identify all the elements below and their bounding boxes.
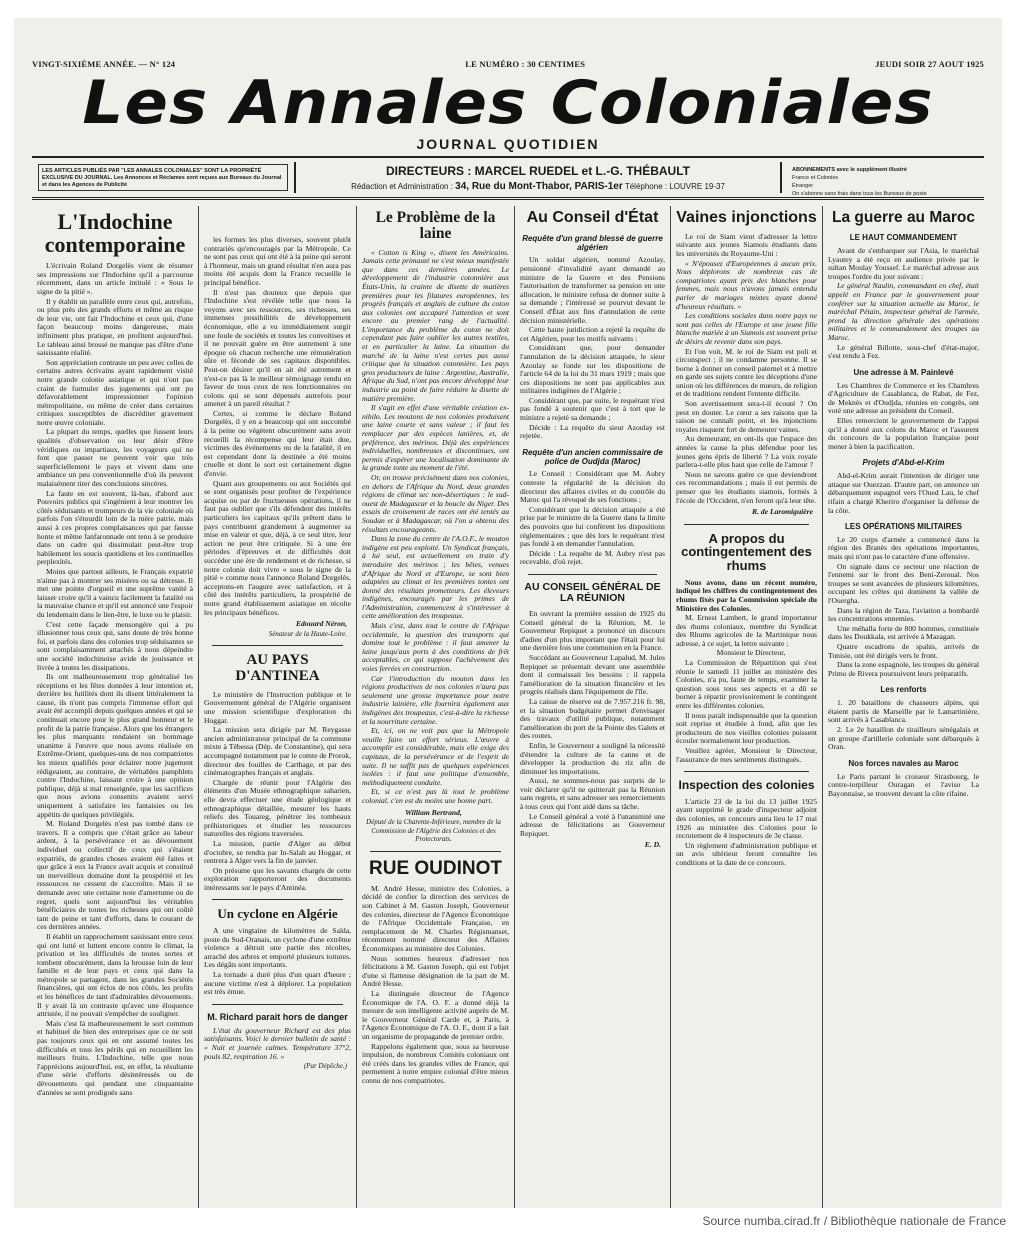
paragraph: Mais c'est là malheureusement le sort commun et habituel de bien des entreprises que ce ne soit pas toujours ceux qui en ont assumé toutes les difficultés et tous les périls qui en recueillent les meilleurs fruits. L'Indochine, telle que nous l'apprécions aujourd'hui, est, en effet, la résultante d'une série d'efforts désintéressés ou de dévouements qui pendant une cinquantaine d'années se sont prodigués sans (37, 1018, 193, 1097)
directors: DIRECTEURS : MARCEL RUEDEL et L.-G. THÉBAULT (385, 163, 690, 178)
paragraph: Le Conseil général a voté à l'unanimité une adresse de félicitations au Gouverneur Repiquet. (520, 811, 665, 838)
paragraph: Ils ont malheureusement trop généralisé les réceptions et les fêtes données à leur intention et, derrière les futilités dont ils disent littéralement la cause, ils n'ont pas compris l'immense effort qui avait été accompli depuis quelques années et qui se continuait encore pour le plus grand honneur et le profit de la patrie française. Alors que les étrangers les plus marquants rendaient un hommage unanime à l'œuvre que nous avons réalisée en Extrême-Orient, quelques-uns de nos compatriotes les mieux qualifiés pour éclairer notre jugement rédigeaient, au contraire, de véritables pamphlets contre l'Indochine, laissant croire à une opinion publique, déjà si mal renseignée, que les sacrifices que nous avions consentis avaient servi uniquement à satisfaire les fantaisies ou les appétits de quelques privilégiés. (37, 672, 193, 819)
address: 34, Rue du Mont-Thabor, PARIS-1er (455, 180, 623, 192)
paragraph: 1. 20 bataillons de chasseurs alpins, qui étaient partis de Marseille par le Lamartinière, sont arrivés à Casablanca. (828, 698, 979, 725)
paragraph: Le général Naulin, commandant en chef, était appelé en France par le gouvernement pour conférer sur la situation actuelle au Maroc, le maréchal Pétain, inspecteur général de l'armée, prend la direction générale des opérations militaires et le commandement des troupes au Maroc. (828, 281, 979, 342)
paragraph: Rappelons également que, sous sa heureuse impulsion, de nombreux Comités coloniaux ont été créés dans les grandes villes de France, qui permettent à notre empire colonial d'être mieux connu de nos compatriotes. (362, 1041, 509, 1085)
paragraph: Car l'introduction du mouton dans les régions productives de nos colonies n'aura pas seulement une grosse importance pour notre industrie lainière, elle fournira également aux indigènes des troupeaux, c'est-à-dire la richesse et la nourriture certaine. (362, 673, 509, 726)
paragraph: En ouvrant la première session de 1925 du Conseil général de la Réunion, M. le Gouverneur Repiquet a prononcé un discours d'adieu d'un plus important que l'était pour lui une dernière fois une communion en la France. (520, 609, 665, 653)
paragraph: 2. Le 2e bataillon de tirailleurs sénégalais et un groupe d'artillerie coloniale sont débarqués à Oran. (828, 724, 979, 752)
paragraph: Et, si ce n'est pas là tout le problème colonial, c'en est du moins une bonne part. (362, 787, 509, 805)
paragraph: Nous avons, dans un récent numéro, indiqué les chiffres du contingentement des rhums fixés par la Commission spéciale du Ministère des Colonies. (676, 577, 817, 613)
paragraph: M. Ernest Lambert, le grand importateur des rhums coloniaux, membre du Syndicat des Rhums agricoles de la Martinique nous adresse, à ce sujet, la lettre suivante : (676, 613, 817, 648)
divider (212, 899, 343, 900)
paragraph: Le général Billotte, sous-chef d'état-major, s'est rendu à Fez. (828, 342, 979, 361)
author-title: Député de la Charente-Inférieure, membre de la Commission de l'Algérie des Colonies et des Protectorats. (366, 818, 501, 844)
column-6 (822, 206, 984, 1208)
paragraph: Son appréciation contraste un peu avec celles de certains autres écrivains ayant rapidement visité notre grande colonie asiatique et qui n'ont pas craint de formuler des jugements qui ont pu défavorablement impressionner l'opinion métropolitaine, ou même de créer dans certaines critiques susceptibles de discréditer gravement notre œuvre coloniale. (37, 357, 193, 427)
subscription-abroad: Étranger (792, 183, 814, 189)
divider (212, 645, 343, 646)
paragraph: On signale dans ce secteur une réaction de l'ennemi sur le front des Beni-Zeroual. Nos troupes se sont avancées de plusieurs kilomètres, occupant les crêtes qui dominent la vallée de l'Ouergha. (828, 561, 979, 606)
subheading: Requête d'un ancien commissaire de police de Oudjda (Maroc) (522, 447, 663, 466)
paragraph: La faute en est souvent, là-bas, d'abord aux Pouvoirs publics qui s'ingénient à leur montrer les côtés séduisants et trompeurs de la vie coloniale où parfois l'on s'étourdit loin de la mère patrie, mais aussi à ces propres complaisances qui par fausse honte et même fanfaronnade ont tenu à se produire dans un cadre qui dissimulait peut-être trop habilement les soucis quotidiens et les continuelles perplexités. (37, 488, 193, 567)
section-title: M. Richard parait hors de danger (207, 1011, 348, 1022)
paragraph: Considérant que, pour demander l'annulation de la décision attaquée, le sieur Azoulay se fonde sur les dispositions de l'article 64 de la loi du 31 mars 1919 ; mais que ces dispositions ne sont pas applicables aux militaires indigènes de l'Algérie ; (520, 343, 665, 396)
section-title: AU CONSEIL GÉNÉRAL DE LA RÉUNION (524, 580, 661, 604)
paragraph: L'état du gouverneur Richard est des plus satisfaisants. Voici le dernier bulletin de santé : « Nuit et journée calmes. Température 37°2, pouls 82, respiration 16. » (204, 1025, 351, 1061)
section-title: A propos du contingentement des rhums (681, 530, 812, 574)
subscription-box (788, 162, 978, 197)
divider (684, 771, 809, 772)
paragraph: M. André Hesse, ministre des Colonies, a décidé de confier la direction des services de son Cabinet à M. Gaston Joseph, Gouverneur des colonies, directeur de l'Agence Économique de l'Afrique Occidentale Française, en remplacement de M. Charles Régismanset, récemment nommé directeur des Affaires Économiques au ministère des Colonies. (362, 883, 509, 953)
paragraph: La tornade a duré plus d'un quart d'heure ; aucune victime n'est à déplorer. La population est très émue. (204, 970, 351, 997)
paragraph: La caisse de réserve est de 7.957.216 fr. 98, et la situation budgétaire permet d'envisager des travaux d'utilité publique, notamment l'amélioration du port de la Pointe des Galets et des routes. (520, 696, 665, 741)
paragraph: On présume que les savants chargés de cette exploration rapporteront des documents intéressants sur le pays d'Antinéa. (204, 865, 351, 892)
newspaper-page (14, 18, 1002, 1208)
paragraph: L'article 23 de la loi du 13 juillet 1925 ayant supprimé le grade d'inspecteur adjoint des colonies, un concours aura lieu le 17 mai 1926 au ministère des Colonies pour le recrutement de 4 inspecteurs de 3e classe. (676, 796, 817, 841)
section-title: Inspection des colonies (678, 778, 815, 793)
issue-price: LE NUMÉRO : 30 CENTIMES (465, 59, 586, 69)
paragraph: Quant aux groupements ou aux Sociétés qui se sont organisés pour profiter de l'expérience acquise ou par de fructueuses opérations, il ne faut pas oublier que s'ils défendent des intérêts particuliers les capitaux qu'ils prêtent dans le pays contribuent grandement à augmenter sa mise en valeur et que, déjà, à ce seul titre, leur action ne peut être critiquée. Si à une ère périodes d'épreuves et de difficultés doit succéder une ère de rendement et de richesse, si notre colonie doit vivre « sous le signe de la pitié » comme nous l'annonce Roland Dorgelès, acceptons-en l'augure avec satisfaction, et à côté des intérêts particuliers, la prospérité de notre grand établissement asiatique en récolte les principaux bénéfices. (204, 478, 351, 617)
address-line (351, 181, 725, 192)
author-signature: William Bertrand, (405, 807, 462, 817)
paragraph: Le roi de Siam vient d'adresser la lettre suivante aux jeunes Siamois étudiants dans les universités du Royaume-Uni : (676, 231, 817, 258)
subscription-france: France et Colonies (792, 175, 839, 181)
paragraph: Enfin, le Gouverneur a souligné la nécessité d'étendre la culture de la canne et de développer la production du riz afin de diminuer les importations. (520, 740, 665, 776)
paragraph: Considérant que la décision attaquée a été prise par le ministre de la Guerre dans la limite des pouvoirs que lui confèrent les dispositions réglementaires ; que dès lors le requérant n'est pas fondé à en demander l'annulation. (520, 504, 665, 549)
paragraph: Les conditions sociales dans notre pays ne sont pas celles de l'Europe et une jeune fille blanche mariée à un Siamois est souvent prise de désirs de revenir dans son pays. (676, 311, 817, 346)
author-signature: E. D. (644, 840, 661, 850)
paragraph: Décide : La requête de M. Aubry n'est pas recevable, d'où rejet. (520, 548, 665, 567)
subheading: Projets d'Abd-el-Krim (862, 458, 945, 468)
article-title: Au Conseil d'État (526, 209, 659, 226)
masthead-subtitle: JOURNAL QUOTIDIEN (416, 136, 600, 152)
paragraph: Moins que partout ailleurs, le Français expatrié n'aime pas à montrer ses misères ou sa détresse. Il met une pointe d'orgueil et une suprême vanité à laisser croire qu'il a vaincu facilement la fatalité ou la mauvaise chance et qu'il est annoncé une l'espoir du lendemain dans le lien-être, le luxe ou le plaisir. (37, 566, 193, 619)
paragraph: Avant de s'embarquer sur l'Asia, le maréchal Lyautey a été reçu en audience privée par le sultan Moulay Youssef. Le maréchal adresse aux troupes l'ordre du jour suivant : (828, 246, 979, 281)
subheading: Une adresse à M. Painlevé (853, 367, 954, 377)
subscription-note: On s'abonne sans frais dans tous les Bureaux de poste (792, 191, 927, 197)
author-signature: R. de Laromiguière (752, 507, 813, 517)
paragraph: Il n'est pas douteux que depuis que l'Indochine s'est révélée telle que nous la voyons avec ses ressources, ses richesses, ses immenses possibilités de développement économique, elle a vu immédiatement surgir une foule de sociétés et toutes les convoitises et il ne pouvait guère en être autrement à une époque où chacun recherche une rémunération sûre et féconde de ses capitaux disponibles. Peut-on désirer qu'il en ait été autrement et n'est-ce pas là le meilleur témoignage rendu en faveur de tous ceux de nos fonctionnaires ou colons qui se sont dépensés autrefois pour amener à un pareil résultat ? (204, 287, 351, 409)
paragraph: « N'épousez d'Européennes à aucun prix. Nous déplorons de nombreux cas de compatriotes ayant pris des blanches pour femmes, mais nous n'avons jamais entendu parler de mariages mixtes ayant donné d'heureux résultats. » (676, 258, 817, 311)
paragraph: Il y établit un parallèle entre ceux qui, autrefois, ou plus près des grands efforts et même au risque de leur vie, ont fait l'Indochine et ceux qui, d'une façon beaucoup moins dangereuse, mais infiniment plus pratique, en profitent aujourd'hui. Le tableau ainsi brossé ne manque pas d'être d'une saisissante réalité. (37, 296, 193, 358)
paragraph: Le Paris partant le croiseur Strasbourg, le contre-torpilleur Ouragan et l'aviso La Bayonnaise, se trouvent devant la côte rifaine. (828, 771, 979, 798)
masthead-title: Les Annales Coloniales (82, 68, 934, 138)
author-signature: Edouard Néron, (295, 619, 347, 629)
paragraph: C'est cette façade mensongère qui a pu illusionner tous ceux qui, sans doute de très bonne foi, et parfois dans des colonies trop séduisantes se sont complaisamment attachés à nous dépeindre une société indochinoise avide de jouissance et livrée à toutes les dissipations. (37, 619, 193, 672)
subheading: Requête d'un grand blessé de guerre algérien (522, 233, 663, 252)
paragraph: Nous ne savons guère ce que deviendront ces recommandations ; mais il est permis de penser que les étudiants siamois, formés à l'école de l'Occident, n'en feront qu'à leur tête. (676, 469, 817, 505)
paragraph: La mission sera dirigée par M. Reygasse ancien administrateur principal de la commune mixte à Tébessa (Dép. de Constantine), qui sera accompagné notamment par le comte de Prorok, directeur des fouilles de Carthage, et par des cinématographes français et anglais. (204, 725, 351, 778)
paragraph: Il s'agit en effet d'une véritable création ex-nihilo. Les moutons de nos colonies produisent une laine courte et sans valeur ; il faut les remplacer par des espèces lanières, et, de préférence, des mérinos. Déjà des expériences individuelles, nombreuses et discontinues, ont permis d'espérer une localisation dominante de la grande tonte au moment de l'été. (362, 403, 509, 473)
article-title: Vaines injonctions (676, 209, 817, 226)
divider (212, 1004, 343, 1005)
paragraph: Dans la zone espagnole, les troupes du général Primo de Rivera poursuivent leurs préparatifs. (828, 660, 979, 678)
source-credit: Source numba.cirad.fr / Bibliothèque nationale de France (702, 1214, 1006, 1228)
paragraph: Et, ici, on ne voit pas que la Métropole veuille faire un effort sérieux. L'œuvre à accomplir est considérable, mais elle exige des capitaux, de la persévérance et de l'esprit de suite. Il ne suffit pas de quelques expériences isolées : il faut une politique d'ensemble, méthodiquement conduite. (362, 726, 509, 787)
column-3 (356, 206, 514, 1208)
paragraph: Certes, si comme le déclare Roland Dorgelès, il y en a beaucoup qui ont succombé à la peine ou végètent obscurément sans avoir recueilli la récompense qui leur était due, victimes des événements ou de la fatalité, il en est cependant dont la destinée a été moins cruelle et dont le sort est certainement digne d'envie. (204, 408, 351, 479)
paragraph: La Commission de Répartition qui s'est réunie le samedi 11 juillet au ministère des Colonies, n'a pu, faute de temps, examiner la question sous tous ses aspects et a dû se borner à répartir provisoirement le contingent entre les différentes colonies. (676, 658, 817, 711)
paragraph: Considérant que, par suite, le requérant n'est pas fondé à soutenir que c'est à tort que le ministre a rejeté sa demande ; (520, 395, 665, 423)
divider (370, 851, 501, 852)
paragraph: Une méhalla forte de 800 hommes, constituée dans les Doukkala, est arrivée à Mazagan. (828, 623, 979, 642)
article-title: La guerre au Maroc (832, 209, 975, 226)
article-body (37, 262, 193, 1097)
paragraph: les formes les plus diverses, souvent plutôt contrariés qu'encouragés par la Métropole. Ce ne sont pas ceux qui ont été à la peine qui seront à l'honneur, mais un grand résultat n'en aura pas moins été acquis dont la France recueille le principal bénéfice. (204, 235, 351, 287)
column-1 (32, 206, 198, 1208)
paragraph: Nous sommes heureux d'adresser nos félicitations à M. Gaston Joseph, qui est l'objet d'une si flatteuse désignation de la part de M. André Hesse. (362, 953, 509, 989)
paragraph: Dans la zone du centre de l'A.O.F., le mouton indigène est peu exploité. Un Syndicat français, à lui seul, est actuellement en train d'y introduire des mérinos ; les bêtes, venues d'Afrique du Nord et d'Europe, se sont bien adaptées au climat et les premières tontes ont donné des résultats prometteurs. Les éleveurs indigènes, encouragés par les primes de l'Administration, commencent à s'intéresser à cette amélioration des troupeaux. (362, 534, 509, 621)
column-2 (198, 206, 356, 1208)
column-4 (514, 206, 670, 1208)
address-label: Rédaction et Administration : (351, 181, 453, 191)
article-columns (32, 206, 984, 1208)
paragraph: Au demeurant, en ont-ils que l'espace des années la cause la plus défendue pour les jeunes gens épris de liberté ? La voix royale parlera-t-elle plus haut que celle de l'amour ? (676, 434, 817, 470)
paragraph: Monsieur le Directeur, (716, 648, 786, 658)
paragraph: Elles remercient le gouvernement de l'appui qu'il a donné aux colons du Maroc et l'assurent du concours de la population française pour mener à bien la pacification. (828, 415, 979, 451)
section-title: AU PAYS D'ANTINEA (235, 652, 320, 685)
paragraph: Un soldat algérien, nommé Azoulay, pensionné d'invalidité ayant demandé au ministre de la Guerre et des Pensions l'autorisation de transformer sa pension en une allocation, le ministre refusa de donner suite à sa demande ; l'intéressé se pourvut devant le Conseil d'État aux fins d'annulation de cette décision ministérielle. (520, 255, 665, 325)
paragraph: L'écrivain Roland Dorgelès vient de résumer ses impressions sur l'Indochine qu'il a parcourue récemment, dans un article intitulé : « Sous le signe de la pitié ». (37, 261, 193, 296)
paragraph: Dans la région de Taza, l'aviation a bombardé les concentrations ennemies. (828, 605, 979, 624)
paragraph: Le Conseil : Considérant que M. Aubry conteste la régularité de la décision du directeur des affaires civiles et du contrôle du Maroc qui l'a révoqué de ses fonctions ; (520, 469, 665, 505)
subheading: LES OPÉRATIONS MILITAIRES (844, 522, 963, 532)
paragraph: Abd-el-Krim aurait l'intention de diriger une attaque sur Ouezzan. D'autre part, on annonce un débarquement espagnol vers l'Oued Lau, le chef rifain a chargé Kheriro d'organiser la défense de la côte. (828, 471, 979, 515)
article-title: Le Problème de la laine (375, 209, 496, 243)
paragraph: « Cotton is King », disent les Américains. Jamais cette primauté ne s'est mieux manifestée que dans ces dernières années. Le développement de l'industrie cotonnière aux États-Unis, la crainte de disette de matières premières pour les filatures européennes, les progrès français et anglais de culture du coton aux colonies ont accaparé l'attention et sont encore au premier rang de l'actualité. L'importance du problème du coton ne doit cependant pas faire oublier les autres textiles, et en particulier la laine. La situation du marché de la laine n'est certes pas aussi critique que la situation cotonnière. Les pays gros producteurs de laine : Argentine, Australie, Afrique du Sud, n'ont pas encore développé leur industrie au point de faire réduire la disette de matière première. (362, 247, 509, 403)
paragraph: M. Roland Dorgelès n'est pas tombé dans ce travers. Il a compris que c'était grâce au labeur ardent, à la persévérance et au dévouement individuel ou collectif de ceux qui s'étaient expatriés, de grandes choses avaient été faites et que grâce à eux la France avait acquis et constitué un merveilleux domaine dont la prospérité et les ressources ne cessent de s'accroître. Mais il se demande avec une certaine note d'amertume ou de regret, quels sont aujourd'hui les véritables bénéficiaires de toutes les richesses qui ont coûté tant de peine et tant d'efforts, dans le courant de ces dernières années. (37, 819, 193, 932)
info-bar (32, 156, 984, 200)
dispatch-source: (Par Dépêche.) (303, 1062, 347, 1071)
paragraph: Le ministère de l'Instruction publique et le Gouvernement général de l'Algérie organisent une mission scientifique d'exploration du Hoggar. (204, 689, 351, 725)
paragraph: Veuillez agréer, Monsieur le Directeur, l'assurance de mes sentiments distingués. (676, 746, 817, 764)
subscription-label: ABONNEMENTS avec le supplément illustré (792, 167, 907, 173)
paragraph: A une vingtaine de kilomètres de Saïda, poste du Sud-Oranais, un cyclone d'une extrême violence a détruit une partie des récoltes, arraché des arbres et emporté plusieurs toitures. Les dégâts sont importants. (204, 926, 351, 970)
paragraph: Il établit un rapprochement saisissant entre ceux qui ont lutté et luttent encore contre le climat, la privation et les difficultés de toutes sortes et tombent obscurément, dans la brousse loin de leur famille et de leur pays et ceux qui dans la métropole se partagent, dans les grandes Sociétés financières, qui ont éclos de nos côtés, les profits et les bénéfices de tant d'admirables dévouements. Il y avait là un contraste qu'avec une éloquence attristée, il ne pouvait s'empêcher de souligner. (37, 931, 193, 1019)
paragraph: Il nous paraît indispensable que la question soit reprise et étudiée à fond, afin que les producteurs de nos vieilles colonies puissent écouler normalement leur production. (676, 710, 817, 746)
section-title: RUE OUDINOT (369, 857, 502, 879)
paragraph: Son avertissement sera-t-il écouté ? On peut en douter. Le cœur a ses raisons que la raison ne connaît point, et les injonctions royales risquent fort de demeurer vaines. (676, 399, 817, 434)
paragraph: Mais c'est, dans tout le centre de l'Afrique occidentale, la question des transports qui domine tout le problème : il faut amener la laine jusqu'aux ports à des conditions de frêt acceptables, ce qui suppose l'achèvement des voies ferrées en construction. (362, 621, 509, 674)
subheading: Les renforts (880, 685, 927, 695)
notice-box: LES ARTICLES PUBLIÉS PAR "LES ANNALES COLONIALES" SONT LA PROPRIÉTÉ EXCLUSIVE DU JOURNAL. Les Annonces et Réclames sont reçues aux Bureaux du Journal et dans les Agences de Publicité (38, 164, 288, 191)
paragraph: Les Chambres de Commerce et les Chambres d'Agriculture de Casablanca, de Rabat, de Fez, de Meknès et d'Oudjda, réunies en congrès, ont voté une adresse au président du Conseil. (828, 380, 979, 416)
paragraph: Un règlement d'administration publique et un avis ultérieur feront connaître les conditions et la date de ce concours. (676, 840, 817, 867)
issue-date: JEUDI SOIR 27 AOUT 1925 (875, 59, 984, 69)
paragraph: Quatre escadrons de spahis, arrivés de Tunisie, ont été dirigés vers le front. (828, 642, 979, 660)
article-title: L'Indochine contemporaine (44, 209, 186, 258)
divider (528, 574, 657, 575)
subheading: LE HAUT COMMANDEMENT (849, 233, 958, 243)
subheading: Nos forces navales au Maroc (848, 758, 959, 768)
paragraph: Décide : La requête du sieur Azoulay est rejetée. (520, 422, 665, 441)
paragraph: Cette haute juridiction a rejeté la requête de cet Algérien, pour les motifs suivants : (520, 325, 665, 343)
paragraph: La mission, partie d'Alger au début d'octobre, se rendra par In-Salah au Hoggar, et rentrera à Alger vers la fin de janvier. (204, 838, 351, 866)
edition-number: VINGT-SIXIÈME ANNÉE. — N° 124 (32, 59, 176, 69)
paragraph: Chargée de réunir pour l'Algérie des éléments d'un Musée ethnographique saharien, elle devra effectuer une étude géologique et ethnographique détaillée, mesurer les hauts reliefs des Touareg, pénétrer les tombeaux préhistoriques et étudier les ressources naturelles des régions traversées. (204, 777, 351, 839)
divider (684, 524, 809, 525)
paragraph: La distinguée directeur de l'Agence Économique de l'A. O. F. a donné déjà la mesure de son intelligente activité auprès de M. le Gouverneur Général Carde et, à Paris, à l'Agence Économique de l'A. O. F., dont il a fait un organisme de propagande de premier ordre. (362, 988, 509, 1041)
paragraph: Et l'on voit, M. le roi de Siam est poli et circonspect ; il ne condamne personne. Il se borne à donner un conseil paternel et à mettre en garde ses sujets contre les déceptions d'une union où les différences de mœurs, de religion et de traditions rendent l'entente difficile. (676, 346, 817, 399)
section-title: Un cyclone en Algérie (217, 906, 338, 922)
paragraph: Or, on trouve précisément dans nos colonies, en dehors de l'Afrique du Nord, deux grandes régions de climat sec non-désertiques : le sud-ouest de Madagascar et la boucle du Niger. Des essais de croisement de races ont été tentés au Soudan et à Madagascar, où l'on a obtenu des résultats encourageants. (362, 472, 509, 534)
author-title: Sénateur de la Haute-Loire. (268, 629, 347, 638)
editorial-box (294, 162, 782, 193)
paragraph: Le 20 corps d'armée a commencé dans la région des Branès des opérations importantes, mais qui n'ont pas le caractère d'une offensive. (828, 534, 979, 562)
paragraph: Aussi, ne sommes-nous pas surpris de le voir déclarer qu'il ne quitterait pas la Réunion sans regrets, et sans adresser ses remerciements à tous ceux qui l'ont aidé dans sa tâche. (520, 776, 665, 812)
paragraph: Succédant au Gouverneur Lapalud, M. Jules Repiquet se présentait devant une assemblée dont il connaissait les besoins : il rappela l'amélioration de la situation financière et les progrès réalisés dans l'équipement de l'île. (520, 652, 665, 697)
phone: Téléphone : LOUVRE 19-37 (624, 181, 725, 191)
column-5 (670, 206, 822, 1208)
paragraph: La plupart du temps, quelles que fussent leurs qualités d'observation ou leur désir d'être véridiques ou impartiaux, les voyageurs qui ne font que passer ne peuvent voir que très superficiellement le pays et vivent dans une ambiance un peu conventionnelle d'où ils peuvent malaisément tirer des conclusions sincères. (37, 427, 193, 489)
